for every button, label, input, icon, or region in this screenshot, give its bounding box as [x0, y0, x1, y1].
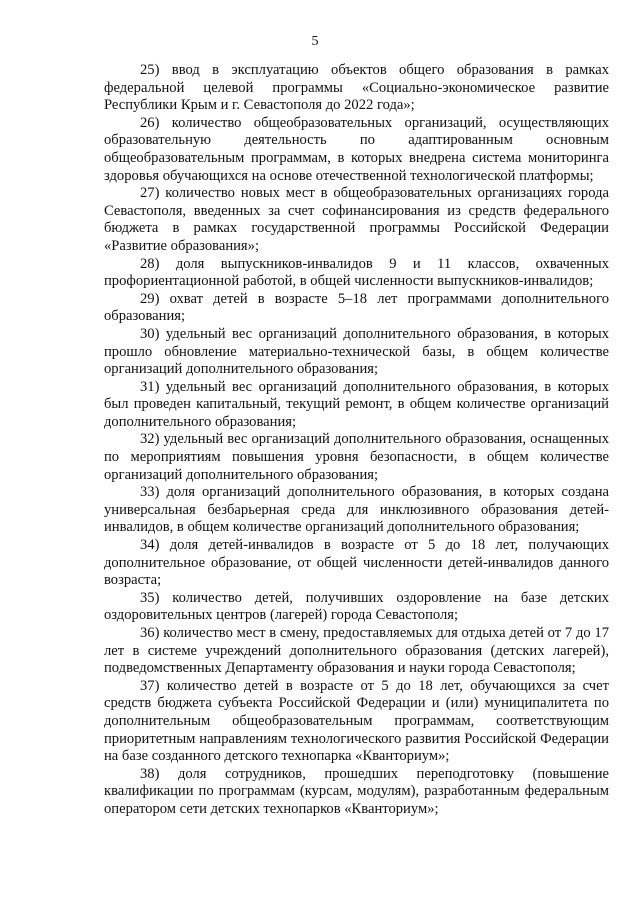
list-item: 28) доля выпускников-инвалидов 9 и 11 классов, охваченных профориентационной работой, в общей численности выпускников-инвалидов;	[104, 255, 609, 290]
list-item: 38) доля сотрудников, прошедших переподготовку (повышение квалификации по программам (курсам, модулям), разработанным федеральным оператором сети детских технопарков «Кванториум»;	[104, 765, 609, 817]
document-body	[104, 62, 609, 819]
list-item: 33) доля организаций дополнительного образования, в которых создана универсальная безбарьерная среда для инклюзивного образования детей-инвалидов, в общем количестве организаций дополнительного образования;	[104, 484, 609, 536]
list-item: 35) количество детей, получивших оздоровление на базе детских оздоровительных центров (лагерей) города Севастополя;	[104, 589, 609, 624]
list-item: 37) количество детей в возрасте от 5 до 18 лет, обучающихся за счет средств бюджета субъекта Российской Федерации и (или) муниципалитета по дополнительным общеобразовательным программам, соответствующим приоритетным направлениям технологического развития Российской Федерации на базе созданного детского технопарка «Кванториум»;	[104, 677, 609, 765]
list-item: 36) количество мест в смену, предоставляемых для отдыха детей от 7 до 17 лет в системе учреждений дополнительного образования (детских лагерей), подведомственных Департаменту образования и науки города Севастополя;	[104, 625, 609, 677]
list-item: 32) удельный вес организаций дополнительного образования, оснащенных по мероприятиям повышения уровня безопасности, в общем количестве организаций дополнительного образования;	[104, 431, 609, 483]
list-item: 30) удельный вес организаций дополнительного образования, в которых прошло обновление материально-технической базы, в общем количестве организаций дополнительного образования;	[104, 325, 609, 378]
list-item: 25) ввод в эксплуатацию объектов общего образования в рамках федеральной целевой программы «Социально-экономическое развитие Республики Крым и г. Севастополя до 2022 года»;	[104, 62, 609, 114]
list-item: 27) количество новых мест в общеобразовательных организациях города Севастополя, введенных за счет софинансирования из средств федерального бюджета в рамках государственной программы Российской Федерации «Развитие образования»;	[104, 185, 609, 254]
list-item: 34) доля детей-инвалидов в возрасте от 5 до 18 лет, получающих дополнительное образование, от общей численности детей-инвалидов данного возраста;	[104, 537, 609, 589]
list-item: 26) количество общеобразовательных организаций, осуществляющих образовательную деятельность по адаптированным основным общеобразовательным программам, в которых внедрена система мониторинга здоровья обучающихся на основе отечественной технологической платформы;	[104, 114, 609, 184]
page-number: 5	[311, 34, 319, 49]
list-item: 29) охват детей в возрасте 5–18 лет программами дополнительного образования;	[104, 290, 609, 325]
list-item: 31) удельный вес организаций дополнительного образования, в которых был проведен капитальный, текущий ремонт, в общем количестве организаций дополнительного образования;	[104, 378, 609, 430]
